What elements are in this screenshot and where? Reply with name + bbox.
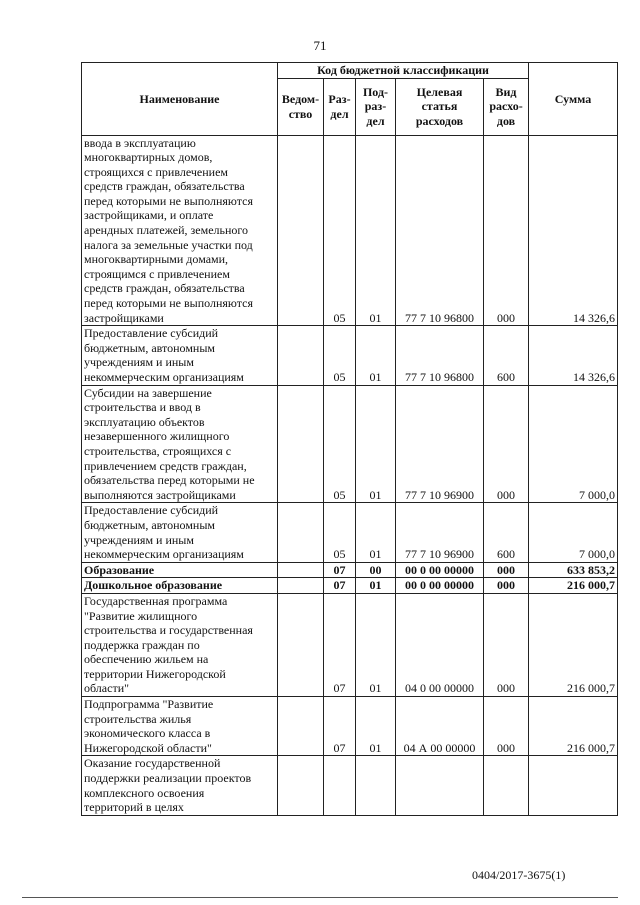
row-vid: 000: [484, 135, 529, 326]
document-code: 0404/2017-3675(1): [472, 868, 566, 882]
row-razdel: 07: [324, 562, 356, 578]
row-summa: 7 000,0: [529, 503, 618, 562]
page-number: 71: [313, 38, 327, 53]
row-summa: 216 000,7: [529, 578, 618, 594]
row-name: Предоставление субсидий бюджетным, автономным учреждениям и иным некоммерческим организациям: [82, 503, 278, 562]
row-ved: [278, 326, 324, 385]
row-name: ввода в эксплуатацию многоквартирных домов, строящихся с привлечением средств граждан, обязательства перед которыми не выполняются застройщиками, и оплате арендных платежей, земельного налога за земельные участки под многоквартирными домами, строящимся с привлечением средств граждан, обязательства перед которыми не выполняются застройщиками: [82, 135, 278, 326]
row-vid: 000: [484, 593, 529, 696]
row-name: Дошкольное образование: [82, 578, 278, 594]
table-row: [82, 756, 618, 815]
row-razdel: 07: [324, 697, 356, 756]
row-podrazdel: 01: [356, 697, 396, 756]
header-name: Наименование: [82, 63, 278, 136]
row-summa: 14 326,6: [529, 326, 618, 385]
row-podrazdel: [356, 756, 396, 815]
row-celevaya: 04 А 00 00000: [396, 697, 484, 756]
row-name: Образование: [82, 562, 278, 578]
header-vedomstvo: Ведом- ство: [278, 78, 324, 135]
row-podrazdel: 01: [356, 326, 396, 385]
row-vid: 000: [484, 385, 529, 503]
row-ved: [278, 697, 324, 756]
header-razdel: Раз- дел: [324, 78, 356, 135]
row-vid: 600: [484, 326, 529, 385]
table-row: [82, 697, 618, 756]
table-row: [82, 503, 618, 562]
row-celevaya: 77 7 10 96800: [396, 326, 484, 385]
row-razdel: 07: [324, 578, 356, 594]
header-vid: Вид расхо- дов: [484, 78, 529, 135]
table-row: [82, 593, 618, 696]
table-row: [82, 326, 618, 385]
row-ved: [278, 562, 324, 578]
table-row: [82, 385, 618, 503]
row-summa: [529, 756, 618, 815]
row-celevaya: 00 0 00 00000: [396, 578, 484, 594]
budget-table: [81, 62, 618, 816]
row-podrazdel: 01: [356, 578, 396, 594]
row-name: Субсидии на завершение строительства и ввод в эксплуатацию объектов незавершенного жилищного строительства, строящихся с привлечением средств граждан, обязательства перед которыми не выполняются застройщиками: [82, 385, 278, 503]
row-summa: 216 000,7: [529, 593, 618, 696]
row-celevaya: 77 7 10 96900: [396, 385, 484, 503]
table-row: [82, 135, 618, 326]
row-celevaya: 77 7 10 96900: [396, 503, 484, 562]
row-celevaya: [396, 756, 484, 815]
header-group-classification: Код бюджетной классификации: [278, 63, 529, 79]
row-razdel: 05: [324, 503, 356, 562]
row-razdel: [324, 756, 356, 815]
row-razdel: 07: [324, 593, 356, 696]
header-podrazdel: Под- раз- дел: [356, 78, 396, 135]
row-summa: 7 000,0: [529, 385, 618, 503]
row-ved: [278, 135, 324, 326]
row-celevaya: 00 0 00 00000: [396, 562, 484, 578]
row-summa: 14 326,6: [529, 135, 618, 326]
table-row: [82, 562, 618, 578]
row-razdel: 05: [324, 135, 356, 326]
row-vid: 000: [484, 578, 529, 594]
row-celevaya: 77 7 10 96800: [396, 135, 484, 326]
row-name: Предоставление субсидий бюджетным, автономным учреждениям и иным некоммерческим организациям: [82, 326, 278, 385]
header-celevaya: Целевая статья расходов: [396, 78, 484, 135]
row-vid: 000: [484, 697, 529, 756]
row-podrazdel: 00: [356, 562, 396, 578]
row-ved: [278, 593, 324, 696]
row-podrazdel: 01: [356, 385, 396, 503]
row-ved: [278, 756, 324, 815]
row-name: Оказание государственной поддержки реализации проектов комплексного освоения территорий в целях: [82, 756, 278, 815]
row-vid: 000: [484, 562, 529, 578]
row-razdel: 05: [324, 385, 356, 503]
row-ved: [278, 578, 324, 594]
row-podrazdel: 01: [356, 593, 396, 696]
row-vid: [484, 756, 529, 815]
table-row: [82, 578, 618, 594]
row-podrazdel: 01: [356, 135, 396, 326]
row-summa: 633 853,2: [529, 562, 618, 578]
row-razdel: 05: [324, 326, 356, 385]
bottom-divider: [22, 897, 618, 898]
row-name: Государственная программа "Развитие жилищного строительства и государственная поддержка граждан по обеспечению жильем на территории Нижегородской области": [82, 593, 278, 696]
row-celevaya: 04 0 00 00000: [396, 593, 484, 696]
row-ved: [278, 503, 324, 562]
header-summa: Сумма: [529, 63, 618, 136]
row-name: Подпрограмма "Развитие строительства жилья экономического класса в Нижегородской области": [82, 697, 278, 756]
row-vid: 600: [484, 503, 529, 562]
row-summa: 216 000,7: [529, 697, 618, 756]
row-podrazdel: 01: [356, 503, 396, 562]
row-ved: [278, 385, 324, 503]
